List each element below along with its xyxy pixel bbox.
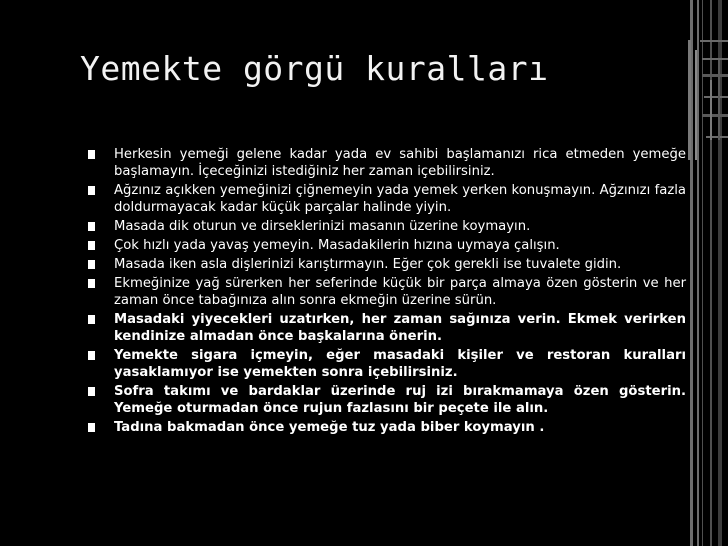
bullet-text: Çok hızlı yada yavaş yemeyin. Masadakilerin hızına uymaya çalışın. bbox=[114, 238, 560, 253]
square-bullet-icon bbox=[88, 315, 95, 324]
bullet-item bbox=[88, 275, 686, 309]
bullet-item bbox=[88, 146, 686, 180]
decorative-pattern-icon bbox=[680, 40, 728, 160]
bullet-item bbox=[88, 347, 686, 381]
square-bullet-icon bbox=[88, 279, 95, 288]
square-bullet-icon bbox=[88, 222, 95, 231]
bullet-text: Ekmeğinize yağ sürerken her seferinde küçük bir parça almaya özen gösterin ve her zaman önce tabağınıza alın sonra ekmeğin üzerine sürün. bbox=[114, 276, 686, 308]
bullet-text: Masada dik oturun ve dirseklerinizi masanın üzerine koymayın. bbox=[114, 219, 531, 234]
square-bullet-icon bbox=[88, 260, 95, 269]
bullet-item bbox=[88, 383, 686, 417]
square-bullet-icon bbox=[88, 351, 95, 360]
bullet-text: Yemekte sigara içmeyin, eğer masadaki kişiler ve restoran kuralları yasaklamıyor ise yemekten sonra içebilirsiniz. bbox=[114, 348, 686, 380]
bullet-item bbox=[88, 419, 686, 436]
bullet-text: Ağzınız açıkken yemeğinizi çiğnemeyin yada yemek yerken konuşmayın. Ağzınızı fazla doldurmayacak kadar küçük parçalar halinde yiyin. bbox=[114, 183, 686, 215]
bullet-text: Masada iken asla dişlerinizi karıştırmayın. Eğer çok gerekli ise tuvalete gidin. bbox=[114, 257, 622, 272]
bullet-item bbox=[88, 256, 686, 273]
bullet-item bbox=[88, 182, 686, 216]
square-bullet-icon bbox=[88, 423, 95, 432]
bullet-text: Herkesin yemeği gelene kadar yada ev sahibi başlamanızı rica etmeden yemeğe başlamayın. İçeceğinizi istediğiniz her zaman içebilirsiniz. bbox=[114, 147, 686, 179]
slide-title: Yemekte görgü kuralları bbox=[80, 49, 549, 88]
square-bullet-icon bbox=[88, 387, 95, 396]
bullet-text: Masadaki yiyecekleri uzatırken, her zaman sağınıza verin. Ekmek verirken kendinize almadan önce başkalarına önerin. bbox=[114, 312, 686, 344]
bullet-text: Sofra takımı ve bardaklar üzerinde ruj izi bırakmamaya özen gösterin. Yemeğe oturmadan önce rujun fazlasını bir peçete ile alın. bbox=[114, 384, 686, 416]
square-bullet-icon bbox=[88, 241, 95, 250]
bullet-text: Tadına bakmadan önce yemeğe tuz yada biber koymayın . bbox=[114, 420, 545, 435]
bullet-list bbox=[88, 146, 686, 486]
bullet-item bbox=[88, 311, 686, 345]
square-bullet-icon bbox=[88, 186, 95, 195]
bullet-item bbox=[88, 237, 686, 254]
bullet-item bbox=[88, 218, 686, 235]
square-bullet-icon bbox=[88, 150, 95, 159]
